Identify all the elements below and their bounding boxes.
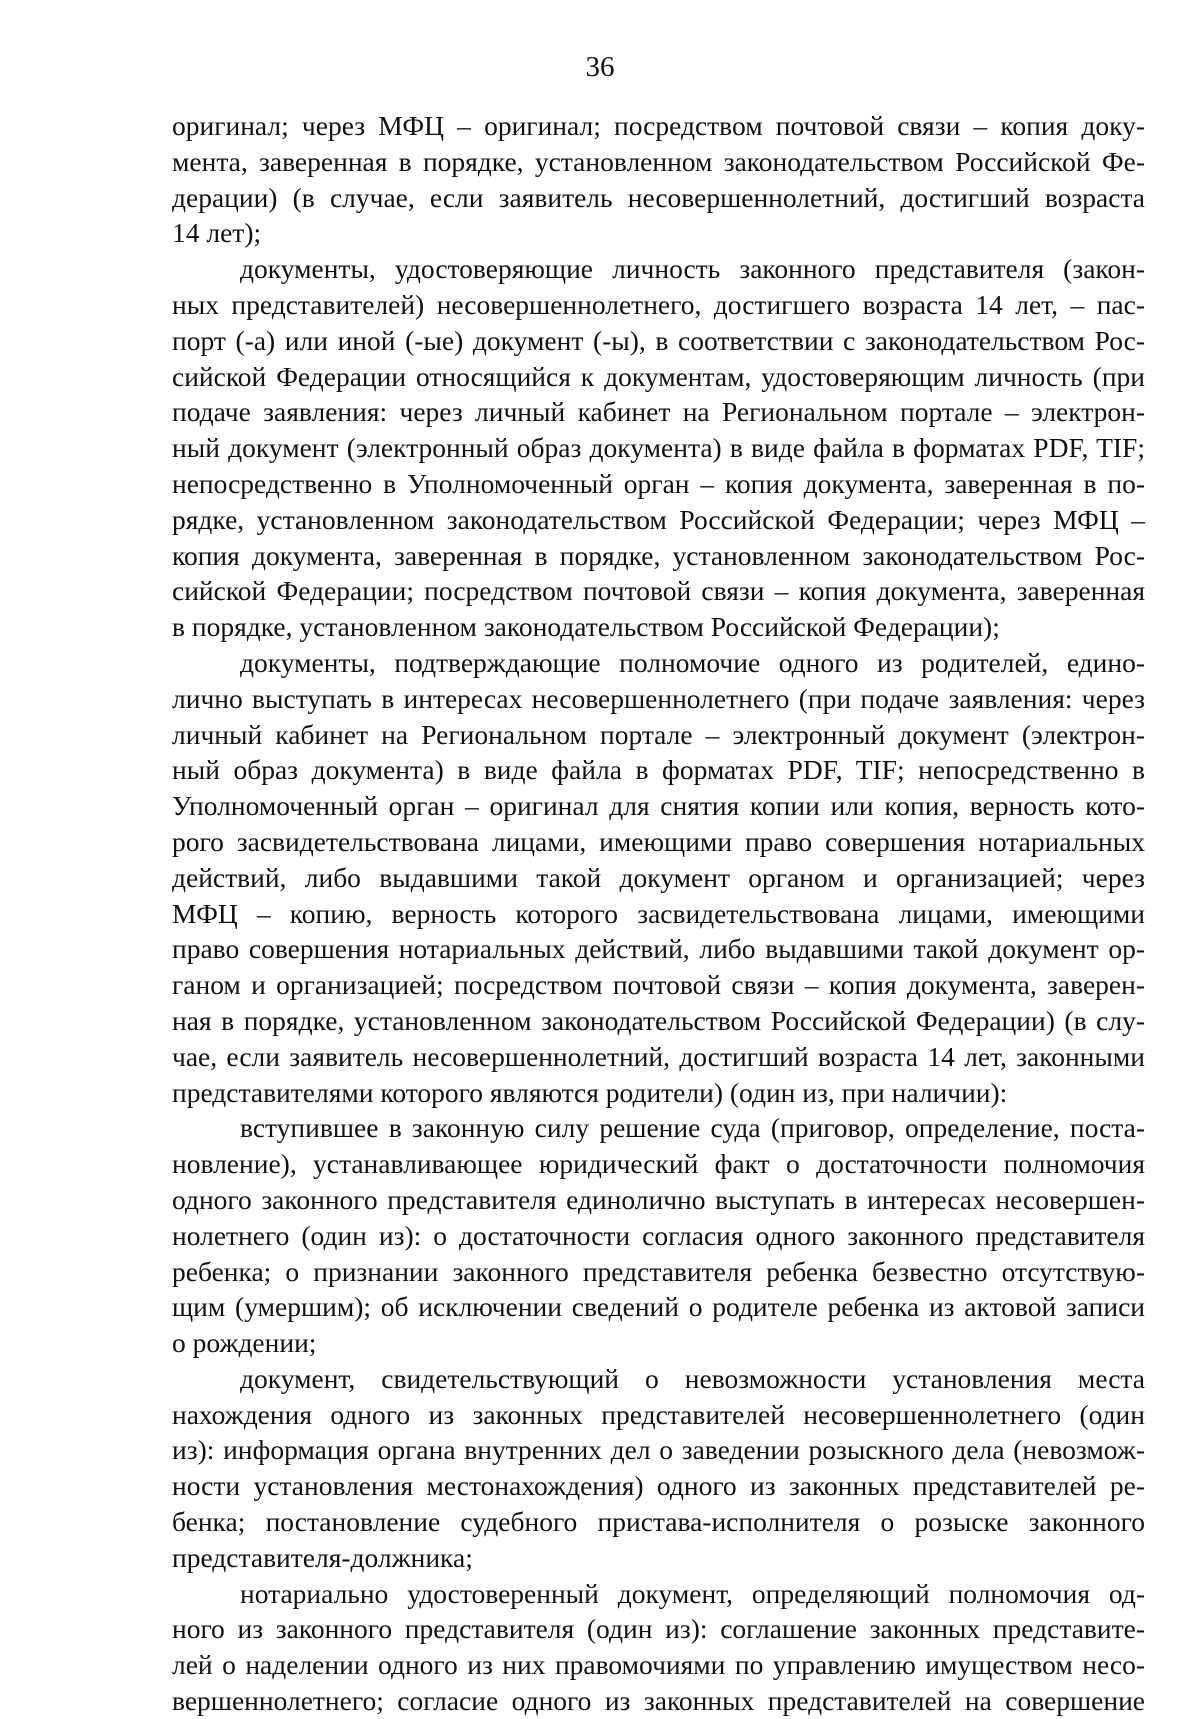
page-number: 36 [585,51,615,83]
text-line: лично выступать в интересах несовершеннолетнего (при подаче заявления: через [172,682,1145,714]
text-line: нахождения одного из законных представителей несовершеннолетнего (один [172,1398,1145,1430]
text-line: мента, заверенная в порядке, установленном законодательством Российской Фе- [172,145,1145,177]
text-line: нолетнего (один из): о достаточности согласия одного законного представителя [172,1219,1145,1251]
text-line: дерации) (в случае, если заявитель несовершеннолетний, достигший возраста [172,181,1145,213]
text-line: рого засвидетельствована лицами, имеющими право совершения нотариальных [172,825,1145,857]
text-line: порт (-а) или иной (-ые) документ (-ы), в соответствии с законодательством Рос- [172,324,1145,356]
text-line: чае, если заявитель несовершеннолетний, достигший возраста 14 лет, законными [172,1040,1145,1072]
text-line: копия документа, заверенная в порядке, установленном законодательством Рос- [172,539,1145,571]
text-line: щим (умершим); об исключении сведений о родителе ребенка из актовой записи [172,1291,1145,1323]
text-line: рядке, установленном законодательством Российской Федерации; через МФЦ – [172,503,1145,535]
text-line: 14 лет); [172,217,262,249]
text-line: в порядке, установленном законодательством Российской Федерации); [172,611,1000,643]
text-line: сийской Федерации; посредством почтовой связи – копия документа, заверенная [172,575,1145,607]
text-line: МФЦ – копию, верность которого засвидетельствована лицами, имеющими [172,897,1145,929]
text-line: ный образ документа) в виде файла в форматах PDF, TIF; непосредственно в [172,754,1145,786]
text-line: право совершения нотариальных действий, либо выдавшими такой документ ор- [172,933,1145,965]
text-line: представителя-должника; [172,1541,473,1573]
text-line: о рождении; [172,1327,317,1359]
text-line: документы, подтверждающие полномочие одного из родителей, едино- [240,646,1145,678]
text-line: оригинал; через МФЦ – оригинал; посредством почтовой связи – копия доку- [172,110,1145,141]
text-line: ных представителей) несовершеннолетнего, достигшего возраста 14 лет, – пас- [172,288,1145,320]
text-line: представителями которого являются родители) (один из, при наличии): [172,1076,1008,1108]
text-line: ганом и организацией; посредством почтовой связи – копия документа, заверен- [172,969,1145,1001]
text-line: ности установления местонахождения) одного из законных представителей ре- [172,1470,1145,1502]
text-line: одного законного представителя единолично выступать в интересах несовершен- [172,1183,1145,1215]
text-line: ребенка; о признании законного представителя ребенка безвестно отсутствую- [172,1255,1145,1287]
text-line: вступившее в законную силу решение суда (приговор, определение, поста- [240,1112,1145,1144]
text-line: Уполномоченный орган – оригинал для снятия копии или копия, верность кото- [172,790,1145,822]
text-line: документ, свидетельствующий о невозможности установления места [240,1362,1145,1394]
text-line: ного из законного представителя (один из): соглашение законных представите- [172,1613,1145,1645]
text-line: документы, удостоверяющие личность законного представителя (закон- [240,253,1145,285]
text-line: из): информация органа внутренних дел о заведении розыскного дела (невозмож- [172,1434,1145,1466]
text-line: вершеннолетнего; согласие одного из законных представителей на совершение [172,1685,1145,1717]
text-line: бенка; постановление судебного пристава-исполнителя о розыске законного [172,1506,1145,1538]
text-line: действий, либо выдавшими такой документ органом и организацией; через [172,861,1145,893]
text-line: непосредственно в Уполномоченный орган – копия документа, заверенная в по- [172,467,1145,499]
text-line: лей о наделении одного из них правомочиями по управлению имуществом несо- [172,1649,1145,1681]
text-line: нотариально удостоверенный документ, определяющий полномочия од- [240,1577,1145,1609]
document-body [172,108,1145,1719]
text-line: ный документ (электронный образ документа) в виде файла в форматах PDF, TIF; [172,432,1145,464]
text-line: сийской Федерации относящийся к документам, удостоверяющим личность (при [172,360,1145,392]
text-line: новление), устанавливающее юридический факт о достаточности полномочия [172,1148,1145,1180]
text-line: личный кабинет на Региональном портале – электронный документ (электрон- [172,718,1145,750]
text-line: подаче заявления: через личный кабинет на Региональном портале – электрон- [172,396,1145,428]
text-line: ная в порядке, установленном законодательством Российской Федерации) (в слу- [172,1004,1145,1036]
